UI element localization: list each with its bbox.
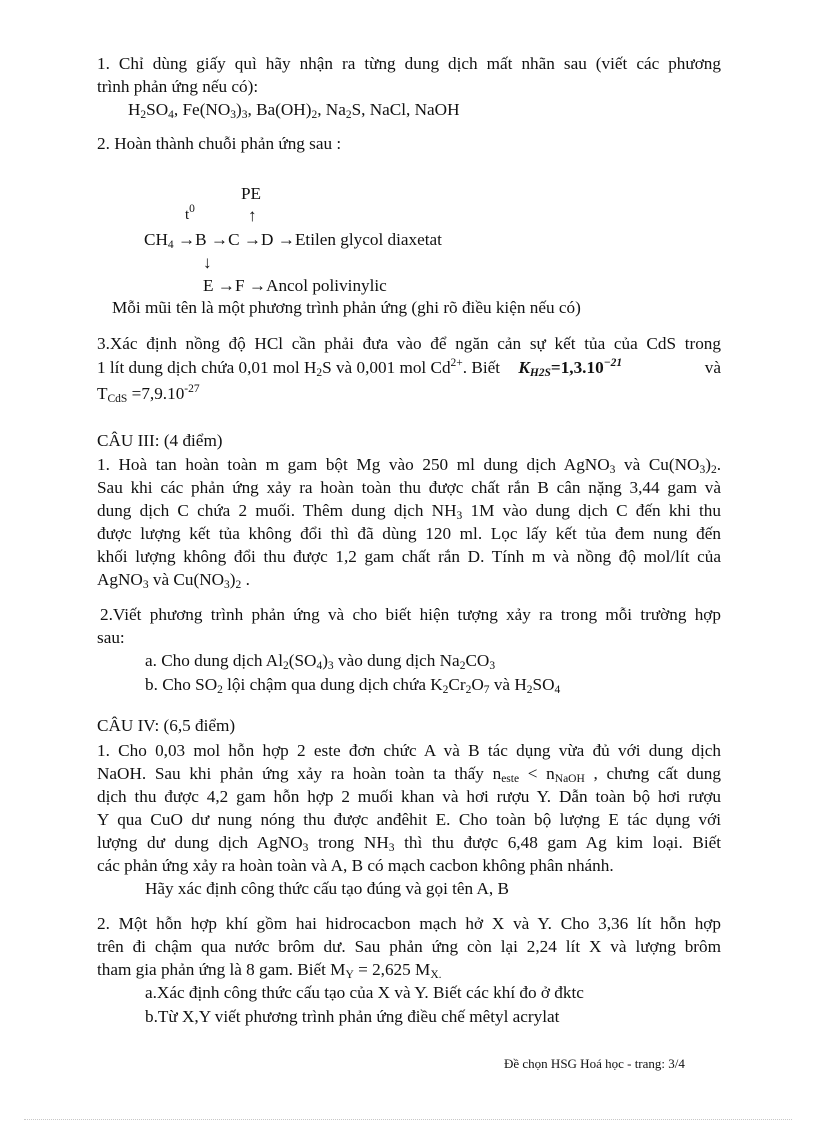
scheme-t0: $t^0$ — [185, 203, 195, 223]
substance-item: $H_2SO_4$ — [128, 100, 174, 121]
scheme-b: B — [195, 230, 207, 249]
substance-list: $H_2SO_4$, $Fe(NO_3)_3$, $Ba(OH)_2$, $Na_2S$, NaCl, NaOH — [128, 100, 460, 121]
k-h2s-formula: $K_{H2S}=1,3.10^{-21}$ — [518, 357, 623, 379]
q3-line1: 3.Xác định nồng độ HCl cần phải đưa vào để ngăn cản sự kết tủa của CdS trong — [97, 334, 721, 353]
arrow-right-icon: → — [248, 276, 267, 295]
q3-line2: 1 lít dung dịch chứa 0,01 mol $H_2S$ và 0,001 mol $Cd^{2+}$. Biết $K_{H2S}=1,3.10^{-21}$ và — [97, 357, 721, 379]
cau3-item-a: a. Cho dung dịch $Al_2(SO_4)_3$ vào dung dịch $Na_2CO_3$ — [145, 651, 496, 672]
arrow-right-icon: → — [277, 230, 295, 249]
arrow-down-icon: ↓ — [203, 253, 212, 272]
cau4-p2-line1: 2. Một hỗn hợp khí gồm hai hidrocacbon mạch hở X và Y. Cho 3,36 lít hỗn hợp — [97, 914, 721, 933]
q3-line3: $T_{CdS} =7,9.10^{-27}$ — [97, 383, 200, 405]
cau3-p1-line3: dung dịch C chứa 2 muối. Thêm dung dịch $NH_3$ 1M vào dung dịch C đến khi thu — [97, 501, 721, 522]
scheme-end1: Etilen glycol diaxetat — [294, 230, 442, 249]
cau4-header: CÂU IV: (6,5 điểm) — [97, 716, 236, 735]
page-bottom-divider — [24, 1119, 792, 1120]
substance-item: $Ba(OH)_2$ — [256, 100, 318, 121]
q1-substances — [128, 99, 752, 121]
page-footer: Đề chọn HSG Hoá học - trang: 3/4 — [504, 1056, 685, 1071]
q1-line1: 1. Chỉ dùng giấy quì hãy nhận ra từng dung dịch mất nhãn sau (viết các phương — [97, 54, 721, 73]
substance-item: $Na_2S$ — [325, 100, 362, 121]
scheme-main-row — [144, 229, 442, 251]
cau4-p1-line2: NaOH. Sau khi phản ứng xảy ra hoàn toàn ta thấy $n_{este} < n_{NaOH}$ , chưng cất dung — [97, 764, 721, 785]
cau3-p1-line2: Sau khi các phản ứng xảy ra hoàn toàn thu được chất rắn B cân nặng 3,44 gam và — [97, 478, 721, 497]
arrow-right-icon: → — [177, 230, 196, 249]
arrow-right-icon: → — [210, 230, 229, 249]
cau4-p2-line2: trên đi chậm qua nước brôm dư. Sau phản ứng còn lại 2,24 lít X và lượng brôm — [97, 937, 721, 956]
cau4-p1-line1: 1. Cho 0,03 mol hỗn hợp 2 este đơn chức A và B tác dụng vừa đủ với dung dịch — [97, 741, 721, 760]
cau3-header: CÂU III: (4 điểm) — [97, 431, 223, 450]
arrow-up-icon: ↑ — [248, 206, 257, 225]
arrow-right-icon: → — [217, 276, 235, 295]
cau3-item-b: b. Cho $SO_2$ lội chậm qua dung dịch chứa $K_2Cr_2O_7$ và $H_2SO_4$ — [145, 675, 561, 696]
scheme-e: E — [203, 276, 214, 295]
cau4-p1-task: Hãy xác định công thức cấu tạo đúng và gọi tên A, B — [145, 879, 509, 898]
scheme-c: C — [228, 230, 240, 249]
cau4-p2-b: b.Từ X,Y viết phương trình phản ứng điều chế mêtyl acrylat — [145, 1007, 560, 1026]
cau3-p1-line4: được lượng kết tủa không đổi thì đã dùng 120 ml. Lọc lấy kết tủa đem nung đến — [97, 524, 721, 543]
cau4-p1-line4: Y qua CuO dư nung nóng thu được anđêhit E. Cho toàn bộ lượng E tác dụng với — [97, 810, 721, 829]
cau4-p2-line3: tham gia phản ứng là 8 gam. Biết $M_Y = 2,625$ $M_{X.}$ — [97, 960, 442, 981]
cau3-p2-line1: 2.Viết phương trình phản ứng và cho biết hiện tượng xảy ra trong mỗi trường hợp — [100, 605, 721, 624]
cau4-p1-line6: các phản ứng xảy ra hoàn toàn và A, B có mạch cacbon không phân nhánh. — [97, 856, 614, 875]
substance-item: $Fe(NO_3)_3$ — [182, 100, 248, 121]
cau3-p2-line2: sau: — [97, 628, 125, 647]
q1-line2: trình phản ứng nếu có): — [97, 77, 259, 96]
scheme-end2: Ancol polivinylic — [266, 276, 387, 295]
scheme-f: F — [234, 276, 245, 295]
scheme-pe: PE — [241, 184, 262, 203]
cau4-p2-a: a.Xác định công thức cấu tạo của X và Y. Biết các khí đo ở đktc — [145, 983, 584, 1002]
q2-note: Mỗi mũi tên là một phương trình phản ứng (ghi rõ điều kiện nếu có) — [112, 298, 581, 317]
q2-title: 2. Hoàn thành chuỗi phản ứng sau : — [97, 134, 342, 153]
scheme-second-row — [203, 275, 387, 297]
cau3-p1-line6: AgNO$_3$ và $Cu(NO_3)_2$ . — [97, 570, 250, 591]
scheme-d: D — [261, 230, 274, 249]
substance-item: NaOH — [414, 100, 460, 119]
scheme-ch4: $CH_4$ — [144, 230, 174, 251]
cau4-p1-line3: dịch thu được 4,2 gam hỗn hợp 2 muối khan và hơi rượu Y. Dẫn toàn bộ hơi rượu — [97, 787, 721, 806]
cau3-p1-line5: khối lượng không đổi thu được 1,2 gam chất rắn D. Tính m và nồng độ mol/lít của — [97, 547, 721, 566]
arrow-right-icon: → — [243, 230, 262, 249]
cau3-p1-line1: 1. Hoà tan hoàn toàn m gam bột Mg vào 250 ml dung dịch AgNO$_3$ và $Cu(NO_3)_2$. — [97, 455, 721, 476]
cau4-p1-line5: lượng dư dung dịch AgNO$_3$ trong $NH_3$ thì thu được 6,48 gam Ag kim loại. Biết — [97, 833, 722, 854]
substance-item: NaCl — [369, 100, 407, 119]
